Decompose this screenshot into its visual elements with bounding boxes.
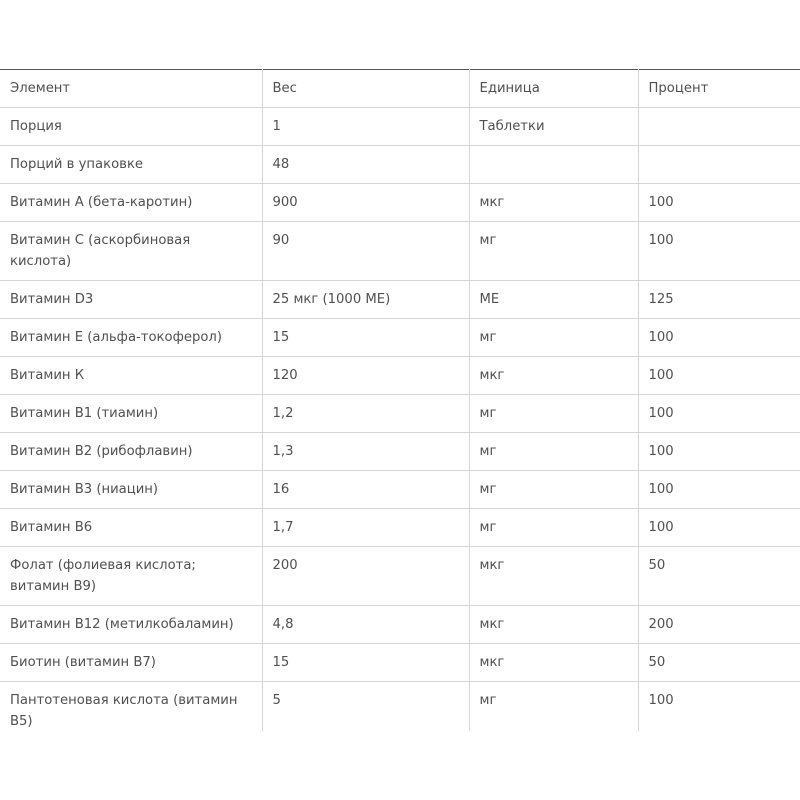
cell-element: Пантотеновая кислота (витамин В5) [0,682,262,732]
cell-unit: мкг [469,547,638,606]
cell-percent: 100 [638,395,800,433]
cell-element: Витамин К [0,357,262,395]
cell-element: Витамин В12 (метилкобаламин) [0,606,262,644]
cell-element: Витамин В2 (рибофлавин) [0,433,262,471]
table-row [0,281,800,319]
cell-weight: 120 [262,357,469,395]
cell-weight: 25 мкг (1000 МЕ) [262,281,469,319]
cell-element: Биотин (витамин В7) [0,644,262,682]
table-row [0,319,800,357]
cell-weight: 200 [262,547,469,606]
table-row [0,471,800,509]
table-row [0,357,800,395]
table-row [0,644,800,682]
table-row [0,146,800,184]
header-element: Элемент [0,70,262,108]
cell-element: Витамин С (аскорбиновая кислота) [0,222,262,281]
cell-percent [638,146,800,184]
table-row [0,682,800,732]
table-row [0,547,800,606]
header-unit: Единица [469,70,638,108]
cell-element: Витамин В1 (тиамин) [0,395,262,433]
cell-percent: 100 [638,222,800,281]
cell-weight: 15 [262,319,469,357]
cell-weight: 1 [262,108,469,146]
cell-weight: 16 [262,471,469,509]
cell-percent: 50 [638,644,800,682]
table-row [0,606,800,644]
cell-element: Порций в упаковке [0,146,262,184]
cell-element: Витамин В3 (ниацин) [0,471,262,509]
nutrition-table [0,69,800,731]
cell-percent: 100 [638,682,800,732]
cell-unit: мг [469,471,638,509]
cell-unit: мкг [469,606,638,644]
header-percent: Процент [638,70,800,108]
cell-percent: 100 [638,319,800,357]
cell-unit: мкг [469,357,638,395]
cell-unit [469,146,638,184]
table-row [0,433,800,471]
cell-element: Фолат (фолиевая кислота; витамин В9) [0,547,262,606]
cell-element: Витамин D3 [0,281,262,319]
table-row [0,184,800,222]
cell-unit: мг [469,433,638,471]
cell-unit: мкг [469,644,638,682]
cell-weight: 15 [262,644,469,682]
nutrition-table-container [0,69,800,731]
cell-percent: 100 [638,357,800,395]
cell-weight: 90 [262,222,469,281]
cell-percent: 100 [638,433,800,471]
cell-unit: мг [469,319,638,357]
cell-percent: 50 [638,547,800,606]
cell-percent: 100 [638,509,800,547]
header-weight: Вес [262,70,469,108]
cell-weight: 4,8 [262,606,469,644]
cell-element: Витамин А (бета-каротин) [0,184,262,222]
cell-element: Витамин Е (альфа-токоферол) [0,319,262,357]
cell-percent [638,108,800,146]
cell-unit: мкг [469,184,638,222]
cell-element: Витамин В6 [0,509,262,547]
cell-weight: 1,2 [262,395,469,433]
cell-unit: мг [469,222,638,281]
table-row [0,395,800,433]
cell-unit: МЕ [469,281,638,319]
cell-unit: мг [469,509,638,547]
table-row [0,222,800,281]
table-row [0,509,800,547]
cell-unit: мг [469,682,638,732]
table-header-row [0,70,800,108]
cell-weight: 900 [262,184,469,222]
cell-percent: 100 [638,471,800,509]
cell-percent: 200 [638,606,800,644]
cell-percent: 125 [638,281,800,319]
cell-weight: 5 [262,682,469,732]
cell-weight: 1,3 [262,433,469,471]
cell-percent: 100 [638,184,800,222]
cell-element: Порция [0,108,262,146]
cell-weight: 1,7 [262,509,469,547]
cell-unit: мг [469,395,638,433]
table-row [0,108,800,146]
cell-unit: Таблетки [469,108,638,146]
cell-weight: 48 [262,146,469,184]
